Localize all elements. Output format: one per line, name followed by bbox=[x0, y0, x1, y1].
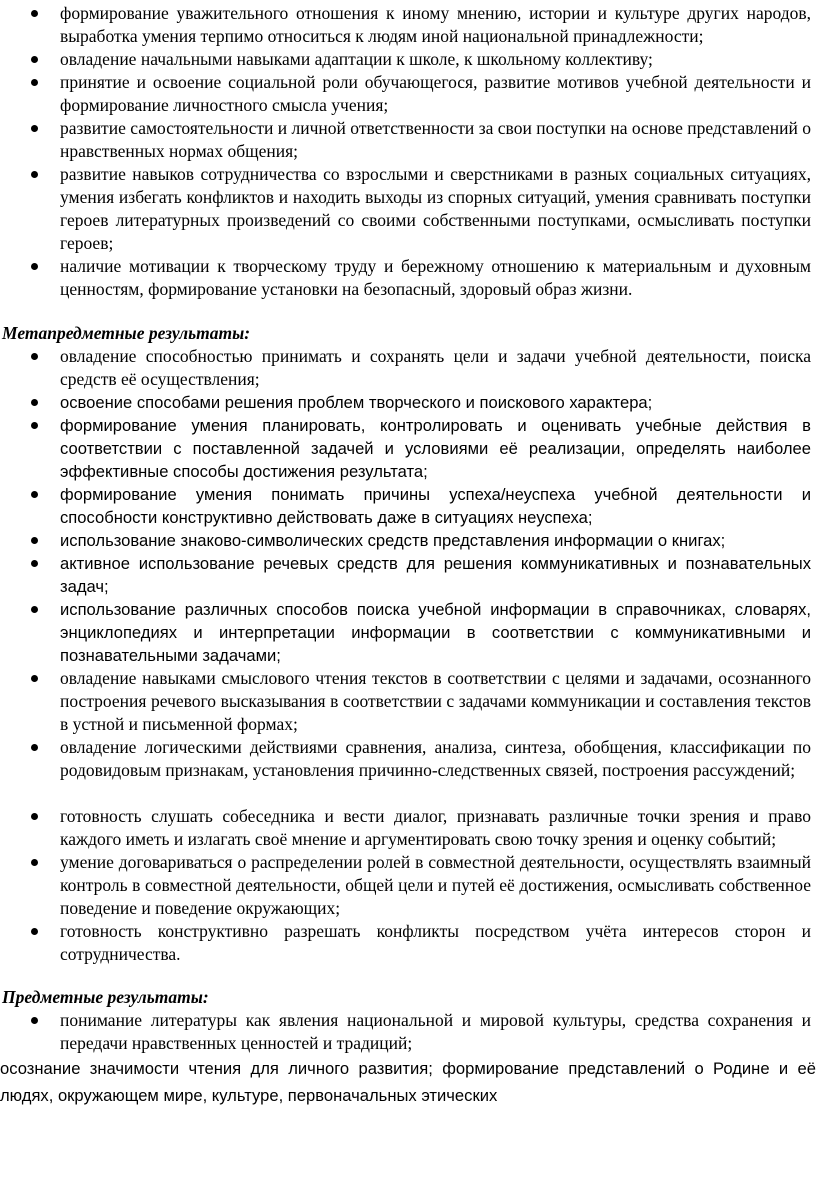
bullet-icon bbox=[31, 560, 38, 567]
list-item-text: готовность конструктивно разрешать конфликты посредством учёта интересов сторон и сотрудничества. bbox=[60, 921, 811, 964]
bullet-icon bbox=[31, 606, 38, 613]
list-item bbox=[0, 391, 816, 414]
metasubject-list-a bbox=[0, 345, 816, 391]
list-item bbox=[0, 117, 816, 163]
subject-heading: Предметные результаты: bbox=[2, 987, 209, 1007]
bullet-icon bbox=[31, 744, 38, 751]
list-item bbox=[0, 414, 816, 483]
list-item bbox=[0, 736, 816, 782]
list-item bbox=[0, 163, 816, 255]
list-item bbox=[0, 255, 816, 301]
list-item-text: освоение способами решения проблем творческого и поискового характера; bbox=[60, 393, 653, 412]
list-item-text: формирование уважительного отношения к иному мнению, истории и культуре других народов, выработка умения терпимо относиться к людям иной национальной принадлежности; bbox=[60, 3, 811, 46]
list-item bbox=[0, 920, 816, 966]
bullet-icon bbox=[31, 859, 38, 866]
bullet-icon bbox=[31, 171, 38, 178]
bullet-icon bbox=[31, 928, 38, 935]
bullet-icon bbox=[31, 263, 38, 270]
bullet-icon bbox=[31, 1017, 38, 1024]
bullet-icon bbox=[31, 537, 38, 544]
list-item-text: формирование умения планировать, контролировать и оценивать учебные действия в соответствии с поставленной задачей и условиями её реализации, определять наиболее эффективные способы достижения результата; bbox=[60, 416, 811, 481]
list-item-text: развитие навыков сотрудничества со взрослыми и сверстниками в разных социальных ситуациях, умения избегать конфликтов и находить выходы из спорных ситуаций, умения сравнивать поступки героев литературных произведений со своими собственными поступками, осмысливать поступки героев; bbox=[60, 164, 811, 253]
bullet-icon bbox=[31, 125, 38, 132]
bullet-icon bbox=[31, 56, 38, 63]
list-item bbox=[0, 483, 816, 529]
list-item bbox=[0, 805, 816, 851]
metasubject-list-d bbox=[0, 805, 816, 966]
bullet-icon bbox=[31, 491, 38, 498]
list-item bbox=[0, 529, 816, 552]
list-item-text: умение договариваться о распределении ролей в совместной деятельности, осуществлять взаимный контроль в совместной деятельности, общей цели и путей её достижения, осмысливать собственное поведение и поведение окружающих; bbox=[60, 852, 811, 918]
list-item-text: овладение способностью принимать и сохранять цели и задачи учебной деятельности, поиска средств её осуществления; bbox=[60, 346, 811, 389]
list-item bbox=[0, 598, 816, 667]
list-item-text: активное использование речевых средств для решения коммуникативных и познавательных задач; bbox=[60, 554, 811, 596]
list-item-text: использование знаково-символических средств представления информации о книгах; bbox=[60, 531, 726, 550]
list-item bbox=[0, 667, 816, 736]
list-item bbox=[0, 71, 816, 117]
list-item bbox=[0, 552, 816, 598]
list-item-text: понимание литературы как явления национальной и мировой культуры, средства сохранения и передачи нравственных ценностей и традиций; bbox=[60, 1010, 811, 1053]
list-item bbox=[0, 1009, 816, 1055]
list-item bbox=[0, 345, 816, 391]
subject-trailing-text: осознание значимости чтения для личного развития; формирование представлений о Родине и её людях, окружающем мире, культуре, первоначальных этических bbox=[0, 1059, 816, 1105]
list-item bbox=[0, 851, 816, 920]
list-item bbox=[0, 48, 816, 71]
metasubject-list-c bbox=[0, 667, 816, 782]
bullet-icon bbox=[31, 675, 38, 682]
bullet-icon bbox=[31, 10, 38, 17]
list-item-text: овладение навыками смыслового чтения текстов в соответствии с целями и задачами, осознанного построения речевого высказывания в соответствии с задачами коммуникации и составления текстов в устной и письменной формах; bbox=[60, 668, 811, 734]
list-item-text: развитие самостоятельности и личной ответственности за свои поступки на основе представлений о нравственных нормах общения; bbox=[60, 118, 811, 161]
metasubject-list-b bbox=[0, 391, 816, 667]
metasubject-heading: Метапредметные результаты: bbox=[2, 323, 251, 343]
bullet-icon bbox=[31, 79, 38, 86]
list-item-text: овладение логическими действиями сравнения, анализа, синтеза, обобщения, классификации по родовидовым признакам, установления причинно-следственных связей, построения рассуждений; bbox=[60, 737, 811, 780]
bullet-icon bbox=[31, 813, 38, 820]
spacer bbox=[0, 782, 816, 805]
list-item-text: наличие мотивации к творческому труду и бережному отношению к материальным и духовным ценностям, формирование установки на безопасный, здоровый образ жизни. bbox=[60, 256, 811, 299]
personal-results-list bbox=[0, 0, 816, 301]
subject-list bbox=[0, 1009, 816, 1055]
list-item-text: принятие и освоение социальной роли обучающегося, развитие мотивов учебной деятельности и формирование личностного смысла учения; bbox=[60, 72, 811, 115]
list-item-text: овладение начальными навыками адаптации к школе, к школьному коллективу; bbox=[60, 49, 653, 69]
bullet-icon bbox=[31, 422, 38, 429]
list-item bbox=[0, 2, 816, 48]
bullet-icon bbox=[31, 399, 38, 406]
bullet-icon bbox=[31, 353, 38, 360]
list-item-text: готовность слушать собеседника и вести диалог, признавать различные точки зрения и право каждого иметь и излагать своё мнение и аргументировать свою точку зрения и оценку событий; bbox=[60, 806, 811, 849]
list-item-text: использование различных способов поиска учебной информации в справочниках, словарях, энциклопедиях и интерпретации информации в соответствии с коммуникативными и познавательными задачами; bbox=[60, 600, 811, 665]
list-item-text: формирование умения понимать причины успеха/неуспеха учебной деятельности и способности конструктивно действовать даже в ситуациях неуспеха; bbox=[60, 485, 811, 527]
